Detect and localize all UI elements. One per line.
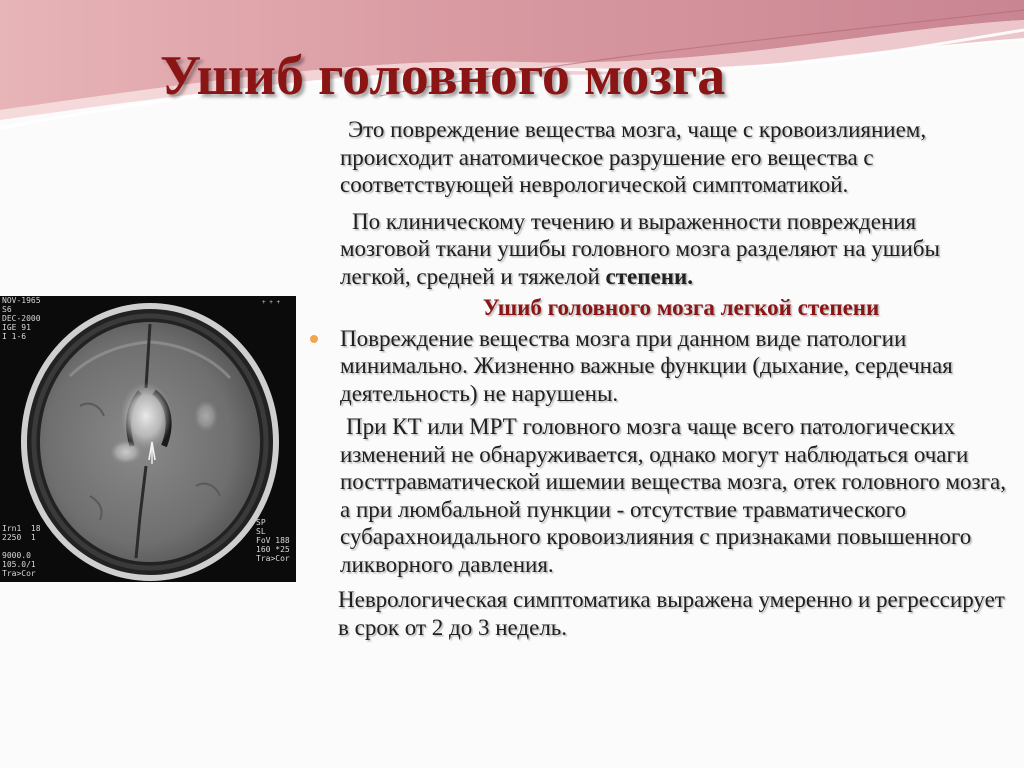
mri-label-bottom-right: SP SL FoV 188 160 *25 Tra>Cor (256, 518, 290, 563)
mri-brain-scan-image (0, 296, 296, 582)
paragraph-classification-first-line: По клиническому течению и выраженности (352, 208, 782, 234)
mri-scan-drawing (0, 296, 296, 582)
mri-label-top-left: NOV-1965 S6 DEC-2000 IGE 91 I 1-6 (2, 296, 41, 341)
mri-label-bottom-left: Irn1 18 2250 1 9000.0 105.0/1 Tra>Cor (2, 524, 41, 578)
paragraph-definition-first-line: Это повреждение вещества мозга, чаще с (348, 117, 754, 142)
paragraph-definition-rest: кровоизлиянием, происходит анатомическое разрушение его вещества с соответствующей неврологической симптоматикой. (340, 117, 927, 197)
svg-text:+ + +: + + + (262, 299, 281, 306)
paragraph-diagnostics (316, 413, 1006, 578)
bullet-dot-icon (310, 335, 318, 343)
slide-body (316, 116, 1006, 641)
section-subtitle: Ушиб головного мозга легкой степени (482, 295, 880, 320)
paragraph-classification-rest: повреждения мозговой ткани ушибы головного мозга разделяют на ушибы легкой, средней и тяжелой (340, 208, 940, 289)
slide-title: Ушиб головного мозга (160, 45, 726, 107)
bullet-item (316, 325, 1006, 408)
paragraph-diagnostics-rest: патологических изменений не обнаруживается, однако могут наблюдаться очаги посттравматической ишемии вещества мозга, отек головного мозга, а при люмбальной пункции - отсутствие травматического субарахноидального кровоизлияния с признаками повышенного ликворного давления. (340, 414, 1007, 577)
paragraph-symptoms (316, 586, 1006, 641)
paragraph-symptoms-rest: регрессирует в срок от 2 до 3 недель. (338, 587, 1005, 640)
paragraph-classification-bold-tail: степени. (605, 263, 693, 289)
paragraph-definition (316, 116, 1006, 199)
bullet-item-text: Повреждение вещества мозга при данном виде патологии минимально. Жизненно важные функции (дыхание, сердечная деятельность) не нарушены. (340, 325, 953, 406)
paragraph-classification (316, 208, 1006, 291)
paragraph-diagnostics-first-line: При КТ или МРТ головного мозга чаще всего (346, 414, 795, 439)
paragraph-symptoms-first-line: Неврологическая симптоматика выражена умеренно и (338, 587, 871, 612)
